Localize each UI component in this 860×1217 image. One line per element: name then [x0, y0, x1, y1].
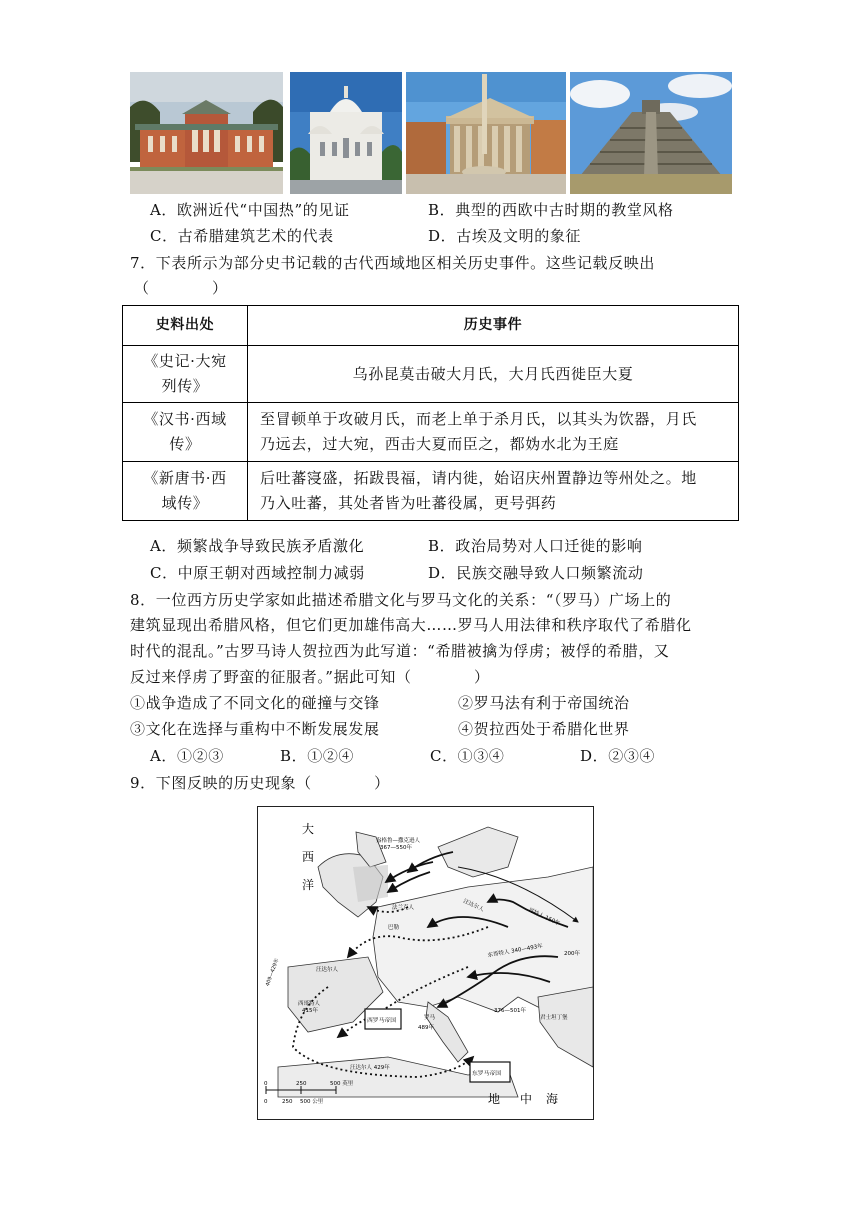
- map-label: 489年: [418, 1025, 434, 1031]
- event-line: 后吐蕃寖盛，拓跋畏福，请内徙，始诏庆州置静边等州处之。地: [260, 469, 697, 487]
- q8-text-line: 反过来俘虏了野蛮的征服者。”据此可知（ ）: [130, 668, 490, 686]
- q6-option-d: D．古埃及文明的象征: [428, 227, 582, 245]
- q8-item-4: ④贺拉西处于希腊化世界: [458, 720, 630, 738]
- map-label: 367—550年: [380, 845, 412, 851]
- scale-label: 0: [264, 1099, 268, 1105]
- source-line: 列传》: [161, 377, 209, 395]
- scale-label: 500 公里: [300, 1099, 324, 1105]
- q7-option-b: B．政治局势对人口迁徙的影响: [428, 537, 643, 555]
- map-label: 西罗马帝国: [367, 1018, 396, 1024]
- palace-photo: [130, 72, 283, 194]
- cathedral-photo: [290, 72, 402, 194]
- table-cell-event: [248, 462, 739, 521]
- table-cell-source: [123, 346, 248, 403]
- q6-option-a: A．欧洲近代“中国热”的见证: [150, 201, 350, 219]
- source-line: 域传》: [161, 494, 209, 512]
- source-line: 《新唐书·西: [143, 469, 227, 487]
- q7-stem: 7．下表所示为部分史书记载的古代西域地区相关历史事件。这些记载反映出: [130, 254, 655, 272]
- map-label: 盎格鲁—撒克逊人: [376, 838, 421, 844]
- scale-label: 500 英里: [330, 1081, 354, 1087]
- pantheon-photo: [406, 72, 566, 194]
- map-label: 西哥特人: [298, 1001, 321, 1007]
- question-6-photos: [130, 72, 732, 194]
- q8-option-b: B．①②④: [280, 747, 355, 765]
- map-label: 409—429年: [264, 957, 281, 988]
- table-row: [123, 346, 739, 403]
- map-label: 东罗马帝国: [472, 1071, 501, 1077]
- map-label: 罗马: [424, 1015, 436, 1021]
- map-label: 200年: [564, 951, 580, 957]
- map-label: 汪达尔人: [316, 967, 339, 973]
- event-line: 乃远去，过大宛，西击大夏而臣之，都妫水北为王庭: [260, 435, 619, 453]
- table-header-row: [123, 306, 739, 346]
- map-label: 415年: [302, 1008, 318, 1014]
- q7-option-a: A．频繁战争导致民族矛盾激化: [150, 537, 365, 555]
- table-row: [123, 403, 739, 462]
- q7-option-d: D．民族交融导致人口频繁流动: [428, 564, 644, 582]
- q8-text-line: 建筑显现出希腊风格，但它们更加雄伟高大……罗马人用法律和秩序取代了希腊化: [130, 616, 692, 634]
- event-line: 至冒顿单于攻破月氏，而老上单于杀月氏，以其头为饮器，月氏: [260, 410, 697, 428]
- table-cell-source: [123, 462, 248, 521]
- scale-label: 0: [264, 1081, 268, 1087]
- map-label: 地: [488, 1092, 501, 1106]
- table-cell-source: [123, 403, 248, 462]
- map-label: 汪达尔人: [462, 898, 485, 914]
- q7-source-table: [122, 305, 739, 521]
- table-header-source: 史料出处: [123, 306, 248, 346]
- q7-option-c: C．中原王朝对西域控制力减弱: [150, 564, 365, 582]
- q6-option-b: B．典型的西欧中古时期的教堂风格: [428, 201, 674, 219]
- scale-label: 250: [296, 1081, 307, 1087]
- map-label: 洋: [302, 878, 315, 892]
- table-header-event: 历史事件: [248, 306, 739, 346]
- map-label: 东哥特人 340—493年: [487, 943, 544, 959]
- map-label: 376—501年: [494, 1008, 526, 1014]
- q8-option-c: C．①③④: [430, 747, 505, 765]
- table-row: [123, 462, 739, 521]
- map-label: 汪达尔人 429年: [350, 1065, 390, 1071]
- q8-item-1: ①战争造成了不同文化的碰撞与交锋: [130, 694, 380, 712]
- q8-option-d: D．②③④: [580, 747, 656, 765]
- source-line: 《史记·大宛: [143, 352, 227, 370]
- event-line: 乌孙昆莫击破大月氏，大月氏西徙臣大夏: [352, 364, 634, 383]
- q8-item-3: ③文化在选择与重构中不断发展发展: [130, 720, 380, 738]
- map-label: 西: [302, 850, 315, 864]
- q8-option-a: A．①②③: [150, 747, 224, 765]
- table-cell-event: [248, 346, 739, 403]
- q7-answer-blank: （ ）: [134, 279, 228, 297]
- map-label: 君士坦丁堡: [540, 1015, 568, 1021]
- source-line: 传》: [169, 435, 201, 453]
- source-line: 《汉书·西域: [143, 410, 227, 428]
- map-label: 法兰克人: [392, 905, 415, 911]
- scale-label: 250: [282, 1099, 293, 1105]
- map-label: 中: [520, 1092, 533, 1106]
- table-cell-event: [248, 403, 739, 462]
- map-label: 巴勒: [388, 925, 400, 931]
- q6-option-c: C．古希腊建筑艺术的代表: [150, 227, 334, 245]
- pyramid-photo: [570, 72, 732, 194]
- q8-item-2: ②罗马法有利于帝国统治: [458, 694, 630, 712]
- map-label: 海: [546, 1092, 559, 1106]
- migration-map: [257, 806, 594, 1120]
- map-label: 哥特人 150年: [527, 907, 561, 928]
- q8-text-line: 8．一位西方历史学家如此描述希腊文化与罗马文化的关系：“（罗马）广场上的: [130, 591, 672, 609]
- q9-stem: 9．下图反映的历史现象（ ）: [130, 774, 390, 792]
- event-line: 乃入吐蕃，其处者皆为吐蕃役属，更号弭药: [260, 494, 557, 512]
- map-label: 大: [302, 822, 315, 836]
- q8-text-line: 时代的混乱。”古罗马诗人贺拉西为此写道：“希腊被擒为俘虏；被俘的希腊，又: [130, 642, 670, 660]
